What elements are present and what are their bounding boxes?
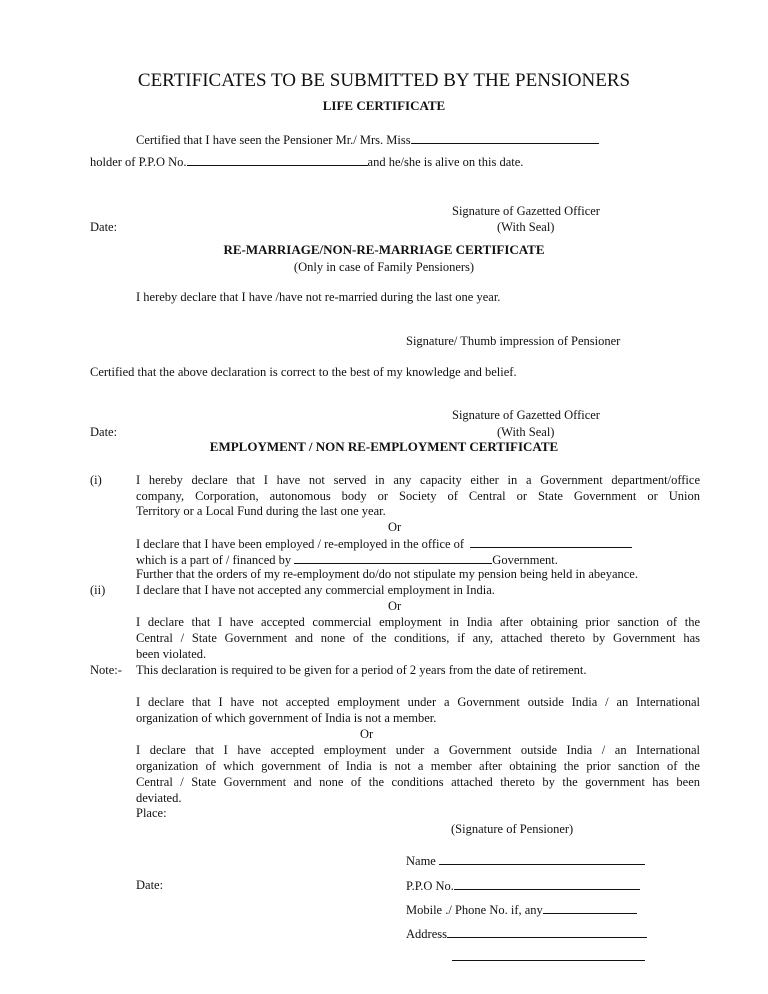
life-seal-label: (With Seal) — [497, 220, 555, 234]
life-gazetted-signature: Signature of Gazetted Officer — [452, 204, 600, 218]
ppo-row — [406, 877, 640, 894]
marker-i: (i) — [90, 473, 102, 487]
note-text: This declaration is required to be given for a period of 2 years from the date of retirement. — [136, 663, 587, 677]
name-blank[interactable] — [439, 852, 645, 865]
life-line-2-text-a: holder of P.P.O No. — [90, 155, 187, 169]
address-blank-1[interactable] — [447, 925, 647, 938]
clause-i-line-3: Territory or a Local Fund during the last one year. — [136, 504, 386, 518]
remarriage-seal-label: (With Seal) — [497, 425, 555, 439]
employment-line-2-text-a: which is a part of / financed by — [136, 553, 292, 567]
life-date-label: Date: — [90, 220, 118, 234]
remarriage-gazetted-signature: Signature of Gazetted Officer — [452, 408, 600, 422]
pensioner-name-blank[interactable] — [411, 131, 599, 144]
or-separator-1: Or — [388, 520, 402, 534]
abroad-sanction-line-4: deviated. — [136, 791, 182, 805]
commercial-line-1: I declare that I have accepted commercial employment in India after obtaining prior sanction of the — [136, 615, 700, 629]
remarriage-certified-text: Certified that the above declaration is correct to the best of my knowledge and belief. — [90, 365, 517, 379]
abroad-line-1: I declare that I have not accepted employment under a Government outside India / an International — [136, 695, 700, 709]
ppo-number-blank[interactable] — [187, 153, 368, 166]
marker-ii: (ii) — [90, 583, 106, 597]
name-row — [406, 852, 645, 869]
life-line-1 — [136, 131, 599, 148]
mobile-label: Mobile ./ Phone No. if, any — [406, 903, 543, 917]
abroad-sanction-line-1: I declare that I have accepted employment under a Government outside India / an International — [136, 743, 700, 757]
ppo-blank[interactable] — [454, 877, 640, 890]
address-row — [406, 925, 647, 942]
page-title: CERTIFICATES TO BE SUBMITTED BY THE PENSIONERS — [137, 70, 631, 91]
life-line-2 — [90, 153, 523, 170]
note-label: Note:- — [90, 663, 122, 677]
pensioner-date-label: Date: — [136, 878, 164, 892]
address-blank-2[interactable] — [452, 948, 645, 961]
financing-government-blank[interactable] — [294, 551, 492, 564]
employment-line-1-text: I declare that I have been employed / re-employed in the office of — [136, 537, 465, 551]
remarriage-subheading: (Only in case of Family Pensioners) — [293, 260, 475, 274]
life-line-1-text: Certified that I have seen the Pensioner Mr./ Mrs. Miss — [136, 133, 411, 147]
remarriage-date-label: Date: — [90, 425, 118, 439]
name-label: Name — [406, 854, 436, 868]
remarriage-declaration: I hereby declare that I have /have not re-married during the last one year. — [136, 290, 501, 304]
address-label: Address — [406, 927, 447, 941]
mobile-blank[interactable] — [543, 901, 637, 914]
employment-line-3: Further that the orders of my re-employment do/do not stipulate my pension being held in abeyance. — [136, 567, 638, 581]
abroad-line-2: organization of which government of India is not a member. — [136, 711, 437, 725]
place-label: Place: — [136, 806, 167, 820]
clause-ii-line-1: I declare that I have not accepted any commercial employment in India. — [136, 583, 495, 597]
mobile-row — [406, 901, 637, 918]
employment-heading: EMPLOYMENT / NON RE-EMPLOYMENT CERTIFICATE — [209, 439, 559, 454]
clause-i-line-1: I hereby declare that I have not served in any capacity either in a Government department/office — [136, 473, 700, 487]
remarriage-heading: RE-MARRIAGE/NON-RE-MARRIAGE CERTIFICATE — [223, 242, 545, 257]
or-separator-3: Or — [360, 727, 374, 741]
abroad-sanction-line-3: Central / State Government and none of the conditions attached thereto by the government has been — [136, 775, 700, 789]
pensioner-thumb-signature: Signature/ Thumb impression of Pensioner — [406, 334, 621, 348]
ppo-label: P.P.O No. — [406, 879, 454, 893]
employment-line-1 — [136, 535, 632, 552]
commercial-line-2: Central / State Government and none of the conditions, if any, attached thereto by Government has — [136, 631, 700, 645]
life-line-2-text-b: and he/she is alive on this date. — [367, 155, 524, 169]
commercial-line-3: been violated. — [136, 647, 207, 661]
office-name-blank[interactable] — [470, 535, 632, 548]
life-certificate-heading: LIFE CERTIFICATE — [322, 98, 446, 113]
clause-i-line-2: company, Corporation, autonomous body or Society of Central or State Government or Union — [136, 489, 700, 503]
abroad-sanction-line-2: organization of which government of India is not a member after obtaining the prior sanction of the — [136, 759, 700, 773]
employment-line-2-text-b: Government. — [492, 553, 558, 567]
pensioner-signature-label: (Signature of Pensioner) — [451, 822, 574, 836]
or-separator-2: Or — [388, 599, 402, 613]
